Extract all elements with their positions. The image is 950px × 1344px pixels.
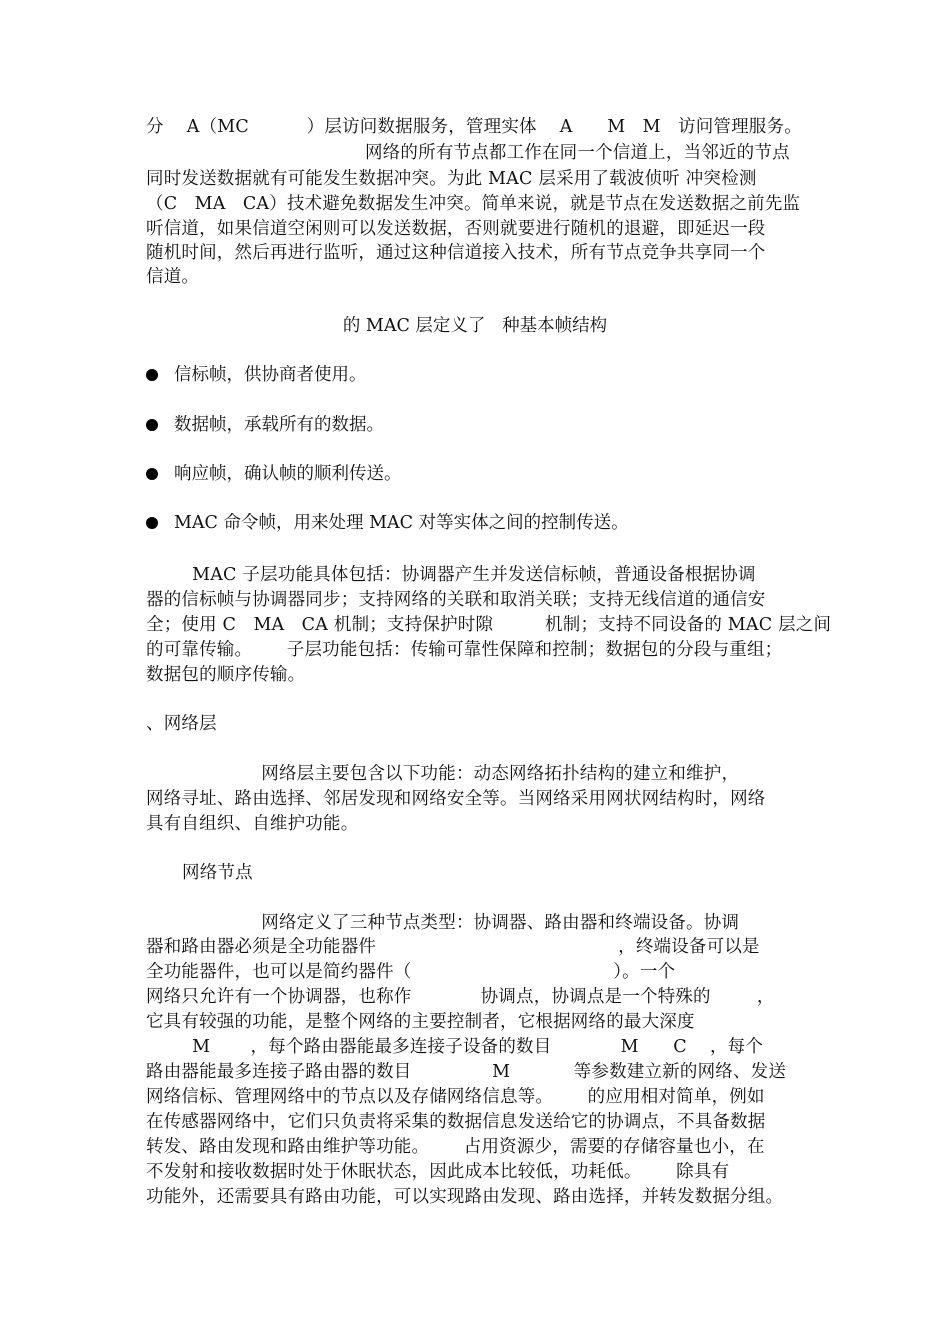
text-line: 同时发送数据就有可能发生数据冲突。为此 MAC 层采用了载波侦听 冲突检测: [146, 169, 757, 189]
section-heading-frames: 的 MAC 层定义了 种基本帧结构: [342, 316, 608, 336]
section-heading-network-layer: 、网络层: [146, 714, 217, 734]
bullet-dot-icon: [146, 419, 158, 431]
text-line: 数据包的顺序传输。: [146, 665, 306, 685]
text-line: 听信道，如果信道空闲则可以发送数据，否则就要进行随机的退避，即延迟一段: [146, 219, 766, 239]
bullet-dot-icon: [146, 369, 158, 381]
bullet-dot-icon: [146, 468, 158, 480]
text-line: 网络层主要包含以下功能：动态网络拓扑结构的建立和维护，: [146, 764, 740, 784]
text-line: 它具有较强的功能，是整个网络的主要控制者，它根据网络的最大深度: [146, 1012, 695, 1032]
text-line: 随机时间，然后再进行监听，通过这种信道接入技术，所有节点竞争共享同一个: [146, 243, 766, 263]
bullet-item: 响应帧，确认帧的顺利传送。: [174, 464, 402, 484]
text-line: 的可靠传输。 子层功能包括：传输可靠性保障和控制；数据包的分段与重组；: [146, 640, 783, 660]
text-line: 在传感器网络中，它们只负责将采集的数据信息发送给它的协调点，不具备数据: [146, 1112, 766, 1132]
text-line: 网络只允许有一个协调器，也称作 协调点，协调点是一个特殊的 ，: [146, 987, 775, 1007]
bullet-item: 信标帧，供协商者使用。: [174, 365, 367, 385]
section-heading-network-nodes: 网络节点: [182, 863, 253, 883]
bullet-item: MAC 命令帧，用来处理 MAC 对等实体之间的控制传送。: [174, 513, 629, 533]
text-line: 器和路由器必须是全功能器件 ，终端设备可以是: [146, 937, 760, 957]
text-line: 功能外，还需要具有路由功能，可以实现路由发现、路由选择，并转发数据分组。: [146, 1187, 784, 1207]
text-line: 网络寻址、路由选择、邻居发现和网络安全等。当网络采用网状网结构时，网络: [146, 789, 766, 809]
text-line: 网络的所有节点都工作在同一个信道上，当邻近的节点: [146, 143, 790, 163]
text-line: 网络定义了三种节点类型：协调器、路由器和终端设备。协调: [146, 913, 740, 933]
text-line: 转发、路由发现和路由维护等功能。 占用资源少，需要的存储容量也小，在: [146, 1137, 765, 1157]
text-line: M ，每个路由器能最多连接子设备的数目 M C ，每个: [146, 1037, 764, 1057]
text-line: 网络信标、管理网络中的节点以及存储网络信息等。 的应用相对简单，例如: [146, 1087, 765, 1107]
text-line: 全功能器件，也可以是简约器件（ ）。一个: [146, 962, 676, 982]
text-line: 具有自组织、自维护功能。: [146, 814, 359, 834]
text-line: 路由器能最多连接子路由器的数目 M 等参数建立新的网络、发送: [146, 1062, 787, 1082]
text-line: 信道。: [146, 267, 200, 287]
bullet-item: 数据帧，承载所有的数据。: [174, 415, 384, 435]
text-line: 全；使用 C MA CA 机制；支持保护时隙 机制；支持不同设备的 MAC 层之间: [146, 615, 832, 635]
text-line: （C MA CA）技术避免数据发生冲突。简单来说，就是节点在发送数据之前先监: [146, 194, 801, 214]
text-line: 不发射和接收数据时处于休眠状态，因此成本比较低，功耗低。 除具有: [146, 1162, 730, 1182]
bullet-dot-icon: [146, 517, 158, 529]
text-line: 分 A（MC ）层访问数据服务，管理实体 A M M 访问管理服务。: [146, 117, 802, 137]
text-line: MAC 子层功能具体包括：协调器产生并发送信标帧，普通设备根据协调: [146, 565, 756, 585]
text-line: 器的信标帧与协调器同步；支持网络的关联和取消关联；支持无线信道的通信安: [146, 590, 766, 610]
